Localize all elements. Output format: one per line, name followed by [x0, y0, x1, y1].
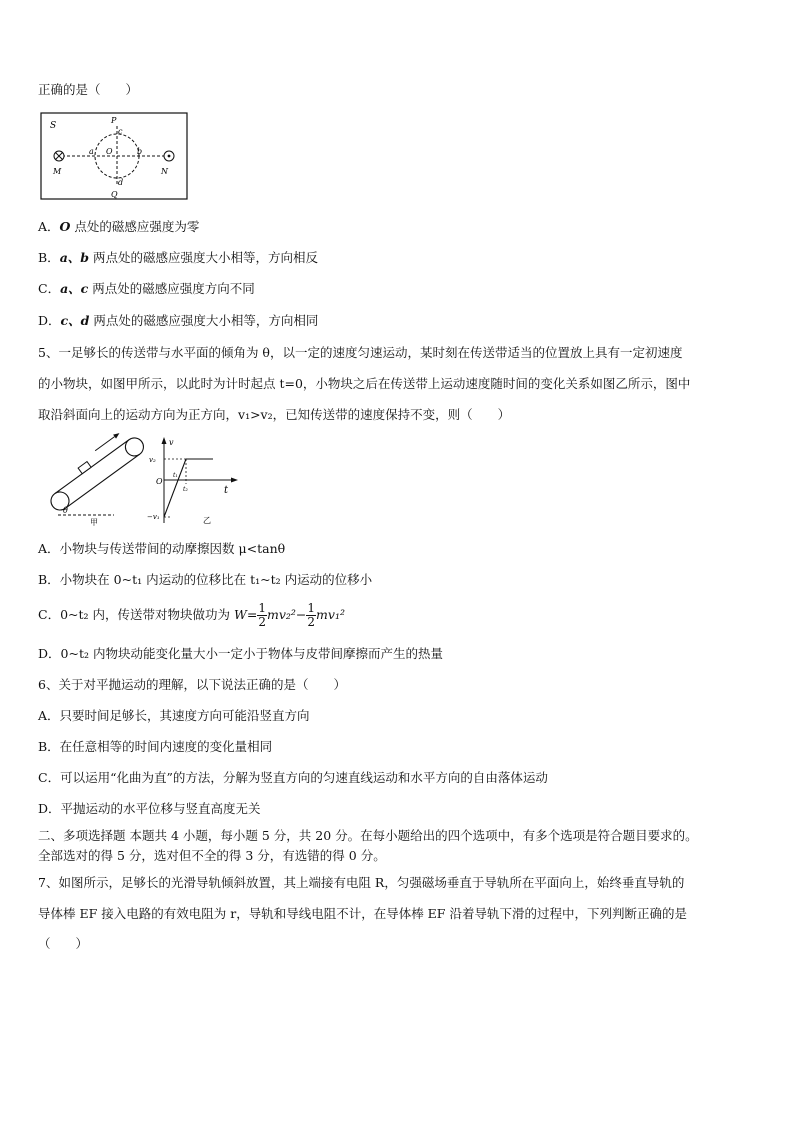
fig-label-origin: O: [156, 477, 163, 486]
q5-vt-graph-figure: [143, 435, 243, 527]
q4-magnetic-figure: [40, 112, 190, 202]
q4-option-b: B．a、b 两点处的磁感应强度大小相等，方向相反: [38, 250, 319, 265]
fig-label-theta: θ: [63, 506, 68, 515]
fig-label-c: c: [118, 127, 123, 136]
q5-option-c: C．0~t₂ 内，传送带对物块做功为 W= $\frac{1}{2}$ mv₂²− $\frac{1}{2}$ mv₁²: [38, 601, 345, 629]
q5-stem-line1: 5、一足够长的传送带与水平面的倾角为 θ，以一定的速度匀速运动，某时刻在传送带适当的位置放上具有一定初速度: [38, 345, 683, 360]
q4-option-c: C．a、c 两点处的磁感应强度方向不同: [38, 281, 255, 296]
fig-label-Q: Q: [111, 190, 118, 199]
section2-line2: 全部选对的得 5 分，选对但不全的得 3 分，有选错的得 0 分。: [38, 848, 386, 863]
fig-label-d: d: [118, 178, 124, 187]
q5-option-a: A．小物块与传送带间的动摩擦因数 μ<tanθ: [38, 541, 286, 556]
q6-option-a: A．只要时间足够长，其速度方向可能沿竖直方向: [38, 708, 310, 723]
fig-label-a: a: [89, 147, 94, 156]
section2-line1: 二、多项选择题 本题共 4 小题，每小题 5 分，共 20 分。在每小题给出的四个选项中，有多个选项是符合题目要求的。: [38, 828, 698, 843]
q5-option-b: B．小物块在 0~t₁ 内运动的位移比在 t₁~t₂ 内运动的位移小: [38, 572, 373, 587]
q5-stem-line3: 取沿斜面向上的运动方向为正方向，v₁>v₂，已知传送带的速度保持不变，则（ ）: [38, 407, 511, 422]
q7-stem-line1: 7、如图所示，足够长的光滑导轨倾斜放置，其上端接有电阻 R，匀强磁场垂直于导轨所在平面向上，始终垂直导轨的: [38, 875, 685, 890]
fig-label-b: b: [137, 147, 143, 156]
q6-option-d: D．平抛运动的水平位移与竖直高度无关: [38, 801, 261, 816]
q5-stem-line2: 的小物块，如图甲所示，以此时为计时起点 t=0，小物块之后在传送带上运动速度随时间的变化关系如图乙所示，图中: [38, 376, 691, 391]
q4-option-d: D．c、d 两点处的磁感应强度大小相等，方向相同: [38, 313, 319, 328]
fig-label-neg-v1: −v₁: [147, 513, 160, 521]
fig-label-jia: 甲: [90, 518, 98, 527]
q7-stem-line2: 导体棒 EF 接入电路的有效电阻为 r，导轨和导线电阻不计，在导体棒 EF 沿着导轨下滑的过程中，下列判断正确的是: [38, 906, 687, 921]
q6-option-b: B．在任意相等的时间内速度的变化量相同: [38, 739, 273, 754]
fig-label-P: P: [111, 116, 117, 125]
fig-label-S: S: [50, 121, 57, 131]
fig-label-t2: t₂: [183, 486, 188, 493]
q5-option-d: D．0~t₂ 内物块动能变化量大小一定小于物体与皮带间摩擦而产生的热量: [38, 646, 443, 661]
q6-stem: 6、关于对平抛运动的理解，以下说法正确的是（ ）: [38, 677, 346, 692]
fig-label-O: O: [106, 147, 113, 156]
q4-option-a: A．O 点处的磁感应强度为零: [38, 219, 200, 234]
fig-label-N: N: [161, 167, 168, 176]
q7-stem-line3: （ ）: [38, 936, 89, 951]
q5-conveyor-figure: [44, 435, 154, 527]
fig-label-v2: v₂: [149, 456, 156, 464]
q4-stem-tail: 正确的是（ ）: [38, 82, 139, 97]
fig-label-t: t: [224, 485, 229, 496]
fig-label-v: v: [169, 438, 174, 447]
fig-label-yi: 乙: [203, 516, 211, 525]
q6-option-c: C．可以运用“化曲为直”的方法，分解为竖直方向的匀速直线运动和水平方向的自由落体运动: [38, 770, 548, 785]
fig-label-t1: t₁: [173, 472, 178, 479]
fig-label-M: M: [53, 167, 62, 176]
